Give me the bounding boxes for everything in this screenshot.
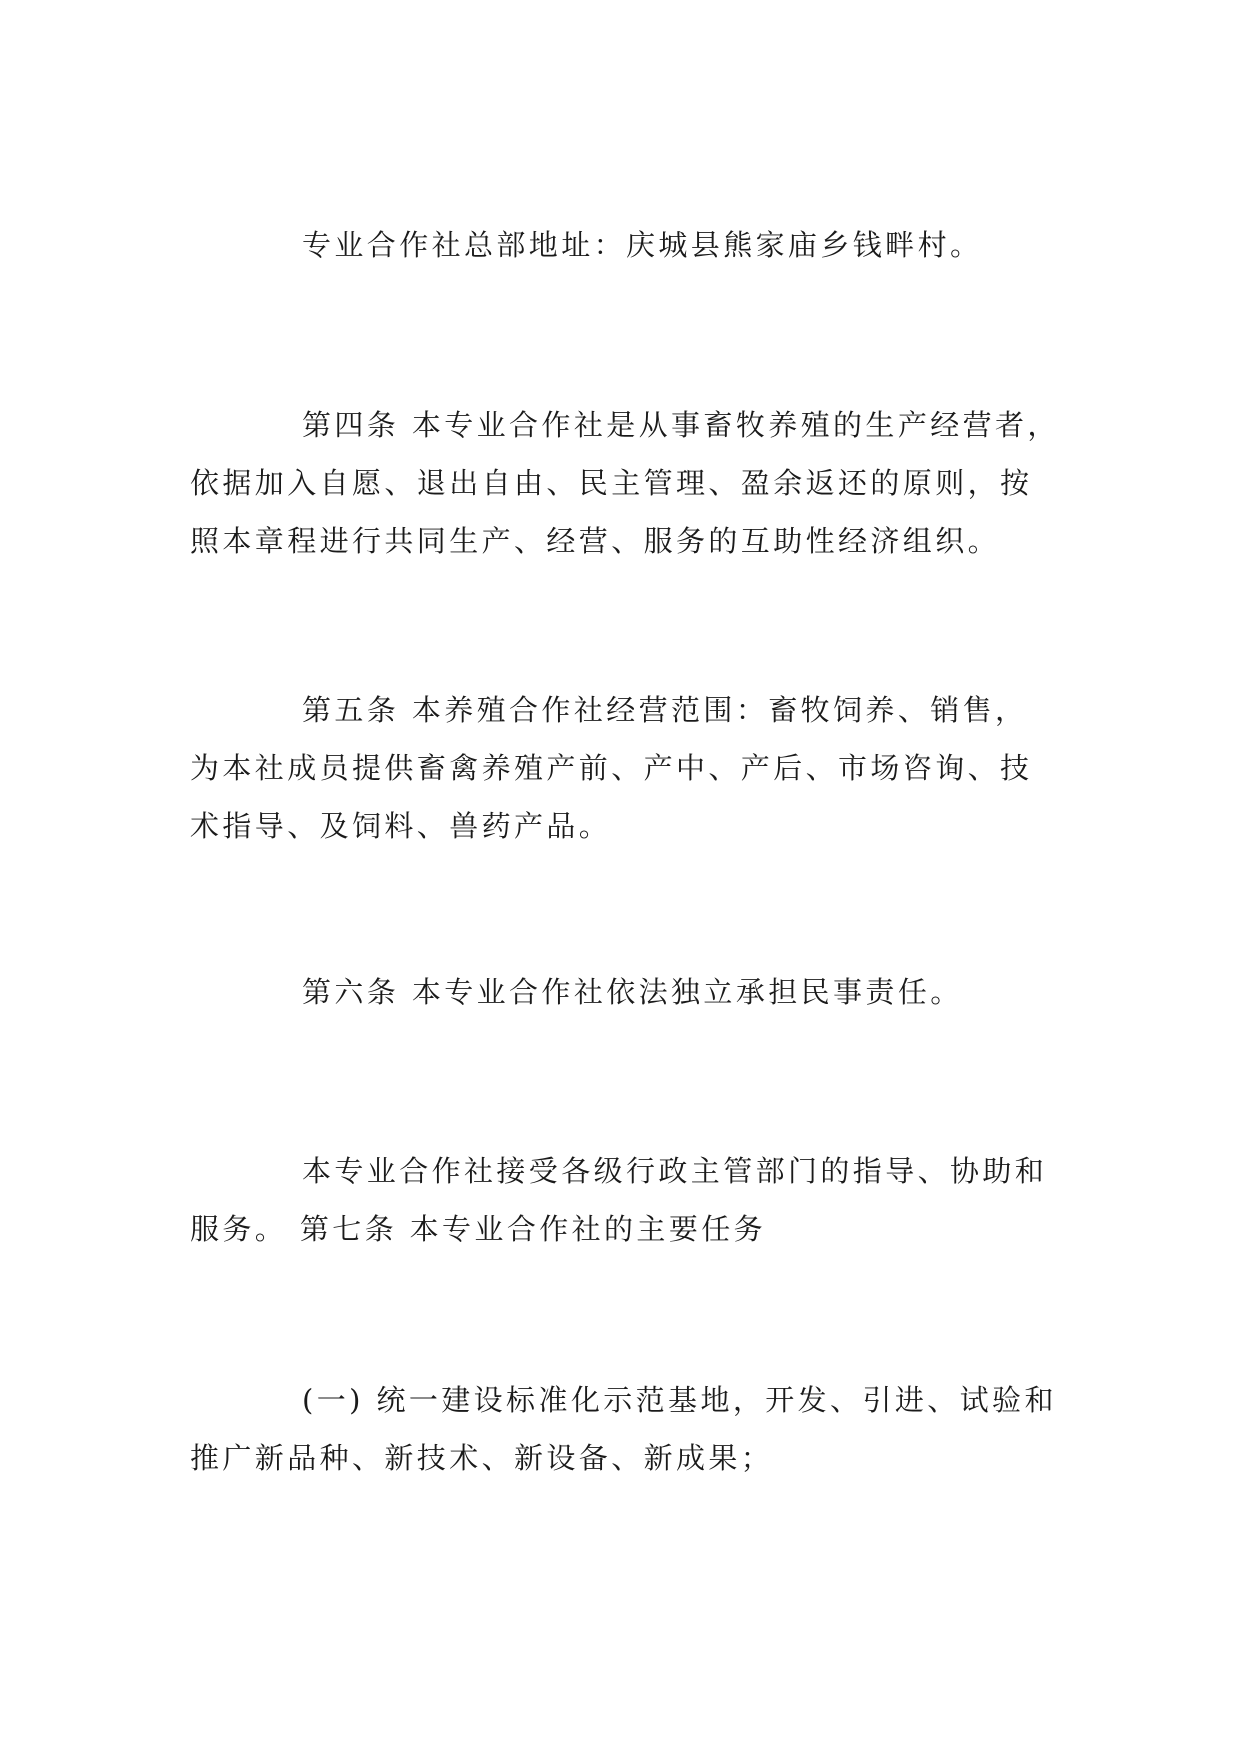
text-line: 第五条 本养殖合作社经营范围：畜牧饲养、销售， [302,693,1028,727]
paragraph-task-1 [190,1371,1057,1487]
paragraph-guidance-article-7 [190,1142,1050,1258]
paragraph-article-6 [190,963,1050,1021]
text-line: 第四条 本专业合作社是从事畜牧养殖的生产经营者， [302,408,1060,442]
text-line: 术指导、及饲料、兽药产品。 [190,809,612,843]
text-line: 服务。 第七条 本专业合作社的主要任务 [190,1212,767,1246]
text-line: 本专业合作社接受各级行政主管部门的指导、协助和 [302,1154,1048,1188]
text-line: 依据加入自愿、退出自由、民主管理、盈余返还的原则，按 [190,466,1033,500]
paragraph-headquarters-address [190,216,1050,274]
text-line: 专业合作社总部地址：庆城县熊家庙乡钱畔村。 [302,228,983,262]
text-line: 为本社成员提供畜禽养殖产前、产中、产后、市场咨询、技 [190,751,1033,785]
text-line: 第六条 本专业合作社依法独立承担民事责任。 [302,975,963,1009]
text-line: (一) 统一建设标准化示范基地，开发、引进、试验和 [302,1383,1057,1417]
paragraph-article-4 [190,396,1060,570]
text-line: 照本章程进行共同生产、经营、服务的互助性经济组织。 [190,524,1001,558]
paragraph-article-5 [190,681,1050,855]
text-line: 推广新品种、新技术、新设备、新成果； [190,1441,774,1475]
